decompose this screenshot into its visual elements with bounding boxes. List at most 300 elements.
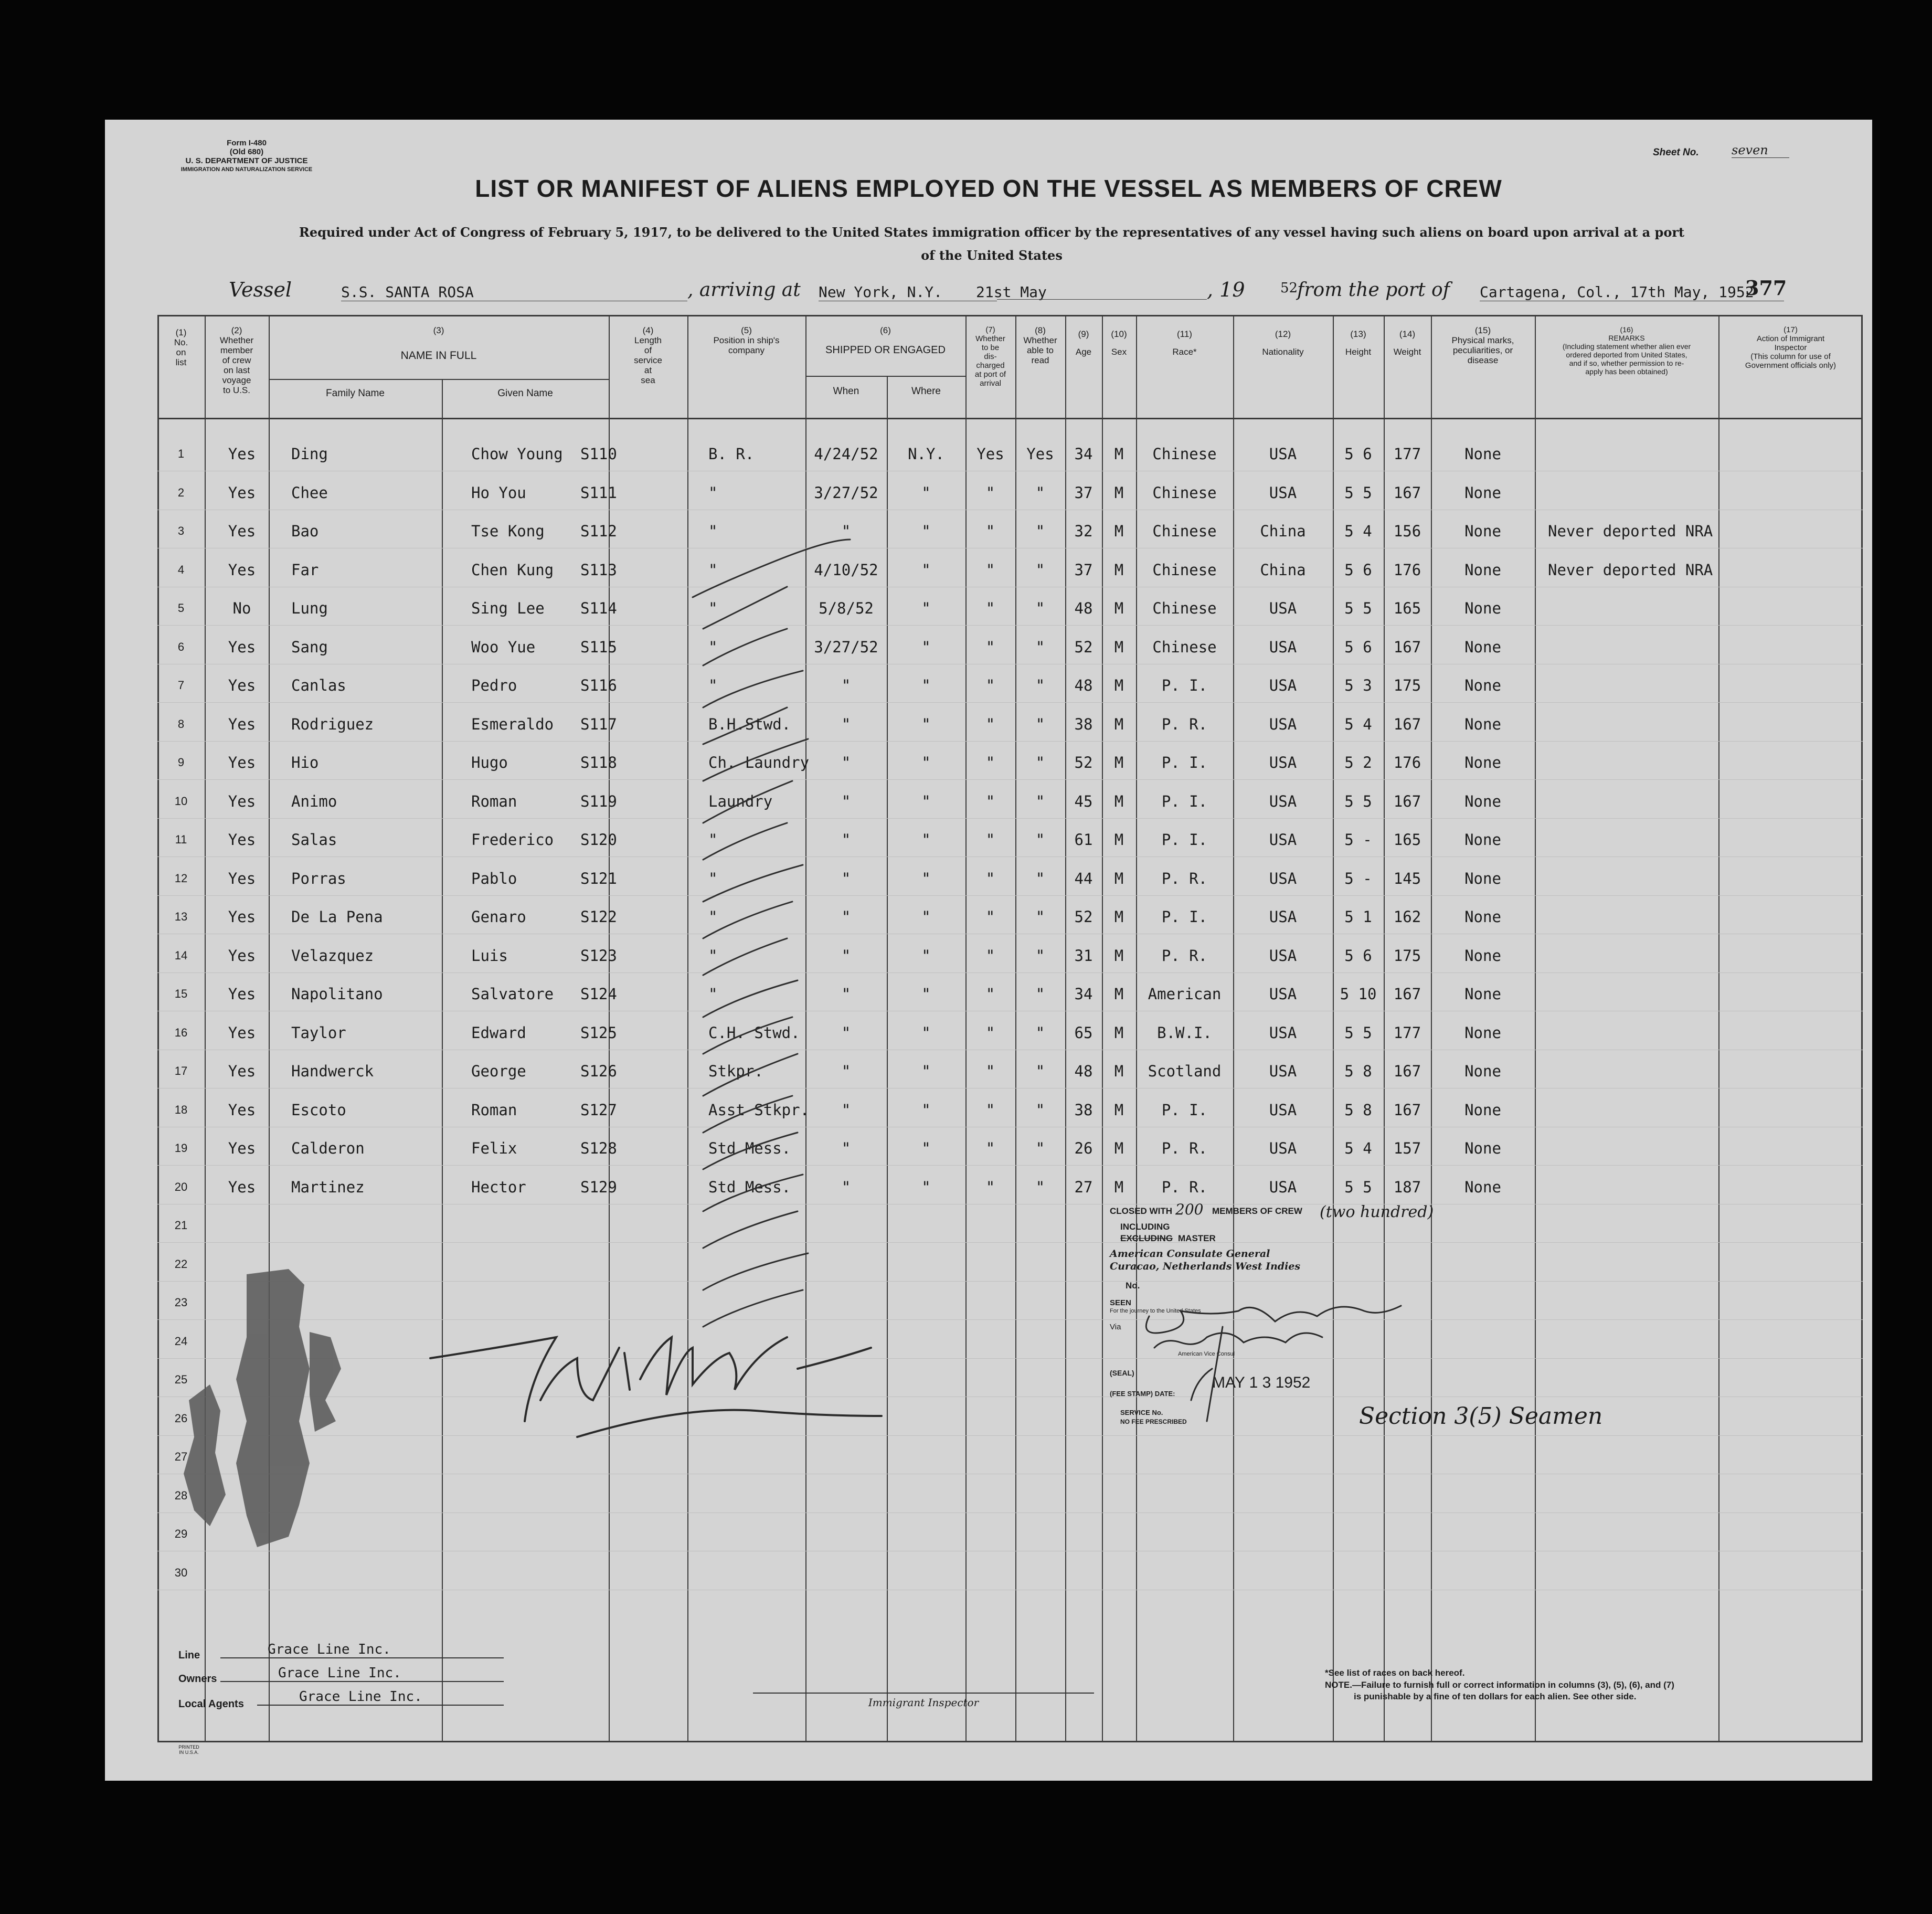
cell-given: Felix	[471, 1139, 517, 1157]
cell-nationality: USA	[1269, 1178, 1297, 1196]
cell-nationality: USA	[1269, 792, 1297, 810]
cell-marks: None	[1464, 561, 1501, 579]
cell-where: "	[921, 1062, 931, 1080]
line-value: Grace Line Inc.	[220, 1642, 504, 1658]
header-name-title: NAME IN FULL	[400, 350, 477, 362]
cell-where: "	[921, 792, 931, 810]
department: U. S. DEPARTMENT OF JUSTICE	[185, 156, 308, 165]
cell-discharged: "	[985, 792, 995, 810]
cell-member: Yes	[228, 676, 256, 694]
cell-discharged: "	[985, 1178, 995, 1196]
row-number: 6	[177, 640, 185, 653]
cell-when: 3/27/52	[814, 638, 878, 656]
cell-family: Ding	[291, 445, 328, 463]
cell-age: 34	[1074, 445, 1093, 463]
cell-read: "	[1035, 1062, 1045, 1080]
cell-height: 5 -	[1344, 870, 1372, 887]
cell-member: Yes	[228, 1178, 256, 1196]
row-number: 18	[174, 1103, 188, 1116]
row-number: 12	[174, 872, 188, 885]
cell-marks: None	[1464, 792, 1501, 810]
stamp-date: MAY 1 3 1952	[1212, 1374, 1311, 1391]
year-label: , 19	[1207, 278, 1245, 301]
cell-marks: None	[1464, 1101, 1501, 1119]
cell-family: Animo	[291, 792, 337, 810]
cell-discharged: "	[985, 676, 995, 694]
row-number: 9	[177, 756, 185, 769]
header-height: (13) Height	[1345, 329, 1372, 357]
row-divider	[157, 625, 1863, 626]
cell-sex: M	[1114, 561, 1124, 579]
cell-when: 3/27/52	[814, 484, 878, 502]
cell-member: Yes	[228, 1101, 256, 1119]
cell-when: 4/10/52	[814, 561, 878, 579]
stamp-no-label: No.	[1126, 1281, 1140, 1291]
races-note: *See list of races on back hereof.	[1325, 1668, 1465, 1678]
cell-marks: None	[1464, 870, 1501, 887]
sheet-number-label: Sheet No.	[1653, 147, 1699, 158]
cell-position: "	[708, 947, 718, 965]
cell-discharged: "	[985, 1062, 995, 1080]
cell-height: 5 3	[1344, 676, 1372, 694]
form-id-block	[168, 139, 325, 174]
cell-read: "	[1035, 792, 1045, 810]
cell-nationality: USA	[1269, 1139, 1297, 1157]
arrival-port: New York, N.Y.	[819, 283, 997, 301]
cell-discharged: "	[985, 599, 995, 617]
cell-age: 44	[1074, 870, 1093, 887]
cell-race: P. R.	[1161, 1178, 1208, 1196]
cell-when: "	[841, 1178, 851, 1196]
cell-read: "	[1035, 561, 1045, 579]
section-note: Section 3(5) Seamen	[1359, 1403, 1603, 1430]
cell-given: George	[471, 1062, 526, 1080]
col-divider	[887, 377, 888, 1742]
cell-race: Chinese	[1152, 445, 1217, 463]
header-shipped-title: SHIPPED OR ENGAGED	[825, 344, 946, 356]
header-length-service: (4) Length of service at sea	[634, 325, 662, 385]
cell-given: Ho You	[471, 484, 526, 502]
row-number: 17	[174, 1064, 188, 1077]
cell-position: "	[708, 638, 718, 656]
header-weight: (14) Weight	[1393, 329, 1421, 357]
no-fee-label: NO FEE PRESCRIBED	[1120, 1418, 1187, 1425]
row-number: 21	[174, 1219, 188, 1232]
cell-position: Laundry	[708, 792, 773, 810]
sheet-number-value: seven	[1732, 143, 1789, 158]
cell-race: P. R.	[1161, 1139, 1208, 1157]
cell-discharged: "	[985, 1139, 995, 1157]
cell-read: "	[1035, 638, 1045, 656]
cell-family: Velazquez	[291, 947, 374, 965]
owners-value: Grace Line Inc.	[220, 1665, 504, 1682]
cell-nationality: USA	[1269, 870, 1297, 887]
row-number: 11	[175, 833, 187, 846]
subtitle-line-1: Required under Act of Congress of February 5, 1917, to be delivered to the United States immigration officer by the representatives of any vessel having such aliens on board upon arrival at a port	[299, 225, 1685, 240]
cell-age: 31	[1074, 947, 1093, 965]
cell-service: S128	[580, 1139, 617, 1157]
row-number: 16	[174, 1026, 188, 1039]
row-number: 4	[177, 563, 185, 576]
cell-age: 37	[1074, 561, 1093, 579]
name-subheader-line	[269, 379, 609, 380]
cell-family: Lung	[291, 599, 328, 617]
cell-sex: M	[1114, 638, 1124, 656]
cell-age: 48	[1074, 599, 1093, 617]
cell-weight: 167	[1393, 715, 1421, 733]
header-member: (2) Whether member of crew on last voyage to U.S.	[219, 325, 254, 395]
cell-sex: M	[1114, 715, 1124, 733]
cell-marks: None	[1464, 676, 1501, 694]
cell-service: S122	[580, 908, 617, 926]
cell-discharged: "	[985, 985, 995, 1003]
cell-when: "	[841, 676, 851, 694]
excluding-label: EXCLUDING	[1120, 1233, 1173, 1243]
cell-service: S120	[580, 831, 617, 849]
cell-where: "	[921, 870, 931, 887]
cell-where: "	[921, 561, 931, 579]
cell-discharged: "	[985, 870, 995, 887]
cell-discharged: "	[985, 1101, 995, 1119]
cell-race: P. R.	[1161, 870, 1208, 887]
cell-race: American	[1148, 985, 1222, 1003]
cell-family: Taylor	[291, 1024, 346, 1042]
cell-family: Porras	[291, 870, 346, 887]
vice-consul-label: American Vice Consul	[1178, 1351, 1235, 1357]
cell-when: "	[841, 754, 851, 771]
header-list-no: (1) No. on list	[174, 327, 188, 367]
cell-age: 26	[1074, 1139, 1093, 1157]
row-number: 30	[174, 1566, 188, 1579]
cell-sex: M	[1114, 1024, 1124, 1042]
row-number: 7	[177, 679, 185, 692]
cell-weight: 167	[1393, 1062, 1421, 1080]
year-value: 52	[1280, 280, 1298, 296]
row-number: 25	[174, 1373, 188, 1386]
cell-marks: None	[1464, 908, 1501, 926]
cell-age: 38	[1074, 1101, 1093, 1119]
row-number: 29	[174, 1527, 188, 1540]
cell-service: S129	[580, 1178, 617, 1196]
cell-race: Chinese	[1152, 561, 1217, 579]
cell-discharged: "	[985, 561, 995, 579]
cell-member: Yes	[228, 1024, 256, 1042]
row-number: 24	[174, 1335, 188, 1348]
cell-age: 38	[1074, 715, 1093, 733]
owners-label: Owners	[178, 1673, 217, 1685]
cell-weight: 177	[1393, 1024, 1421, 1042]
cell-race: B.W.I.	[1157, 1024, 1212, 1042]
cell-family: Napolitano	[291, 985, 383, 1003]
cell-member: Yes	[228, 947, 256, 965]
check-marks	[661, 424, 871, 1463]
cell-sex: M	[1114, 445, 1124, 463]
service-name: IMMIGRATION AND NATURALIZATION SERVICE	[181, 166, 313, 173]
via-label: Via	[1110, 1323, 1121, 1331]
printer-mark: PRINTED IN U.S.A.	[178, 1744, 199, 1755]
cell-when: "	[841, 870, 851, 887]
header-discharged: (7) Whether to be dis- charged at port of arrival	[974, 325, 1006, 388]
row-divider	[157, 1165, 1863, 1166]
cell-service: S119	[580, 792, 617, 810]
cell-given: Woo Yue	[471, 638, 536, 656]
page-number: 377	[1745, 276, 1787, 300]
row-number: 28	[174, 1489, 188, 1502]
cell-read: "	[1035, 484, 1045, 502]
cell-where: "	[921, 1178, 931, 1196]
row-divider	[157, 895, 1863, 896]
col-divider	[1718, 315, 1719, 1742]
cell-marks: None	[1464, 445, 1501, 463]
subtitle-line-2: of the United States	[921, 248, 1063, 263]
cell-where: "	[921, 715, 931, 733]
cell-member: Yes	[228, 522, 256, 540]
cell-nationality: USA	[1269, 638, 1297, 656]
cell-where: "	[921, 947, 931, 965]
row-number: 2	[177, 486, 185, 499]
cell-when: "	[841, 1062, 851, 1080]
cell-height: 5 6	[1344, 947, 1372, 965]
cell-height: 5 8	[1344, 1062, 1372, 1080]
cell-read: "	[1035, 1101, 1045, 1119]
cell-sex: M	[1114, 792, 1124, 810]
cell-sex: M	[1114, 484, 1124, 502]
header-given-name: Given Name	[497, 388, 553, 399]
cell-sex: M	[1114, 754, 1124, 771]
cell-position: "	[708, 676, 718, 694]
cell-race: P. I.	[1161, 831, 1208, 849]
cell-sex: M	[1114, 1139, 1124, 1157]
cell-race: Scotland	[1148, 1062, 1222, 1080]
cell-age: 34	[1074, 985, 1093, 1003]
cell-read: "	[1035, 985, 1045, 1003]
cell-given: Hugo	[471, 754, 508, 771]
cell-where: "	[921, 676, 931, 694]
line-label: Line	[178, 1649, 200, 1661]
row-number: 26	[174, 1412, 188, 1425]
cell-given: Luis	[471, 947, 508, 965]
cell-read: "	[1035, 754, 1045, 771]
cell-when: "	[841, 522, 851, 540]
cell-age: 45	[1074, 792, 1093, 810]
cell-nationality: USA	[1269, 1062, 1297, 1080]
cell-read: "	[1035, 1139, 1045, 1157]
cell-given: Edward	[471, 1024, 526, 1042]
cell-nationality: USA	[1269, 908, 1297, 926]
cell-nationality: China	[1260, 561, 1306, 579]
cell-given: Chen Kung	[471, 561, 554, 579]
cell-weight: 177	[1393, 445, 1421, 463]
cell-height: 5 5	[1344, 484, 1372, 502]
cell-height: 5 5	[1344, 792, 1372, 810]
cell-nationality: USA	[1269, 715, 1297, 733]
cell-marks: None	[1464, 947, 1501, 965]
cell-sex: M	[1114, 870, 1124, 887]
cell-service: S127	[580, 1101, 617, 1119]
cell-position: "	[708, 831, 718, 849]
cell-member: Yes	[228, 908, 256, 926]
cell-given: Genaro	[471, 908, 526, 926]
inspector-signature-line	[753, 1693, 1094, 1694]
cell-sex: M	[1114, 599, 1124, 617]
cell-read: "	[1035, 676, 1045, 694]
header-race: (11) Race*	[1172, 329, 1197, 357]
row-number: 23	[174, 1296, 188, 1309]
cell-position: B.H.Stwd.	[708, 715, 791, 733]
consulate-location: Curacao, Netherlands West Indies	[1110, 1261, 1301, 1272]
cell-height: 5 8	[1344, 1101, 1372, 1119]
cell-member: Yes	[228, 792, 256, 810]
arriving-label: , arriving at	[687, 279, 801, 301]
cell-sex: M	[1114, 947, 1124, 965]
cell-weight: 175	[1393, 676, 1421, 694]
cell-family: Hio	[291, 754, 319, 771]
cell-where: "	[921, 484, 931, 502]
cell-position: Std Mess.	[708, 1178, 791, 1196]
row-divider	[157, 856, 1863, 857]
cell-race: P. R.	[1161, 947, 1208, 965]
cell-age: 65	[1074, 1024, 1093, 1042]
cell-discharged: Yes	[976, 445, 1004, 463]
cell-member: Yes	[228, 561, 256, 579]
cell-discharged: "	[985, 908, 995, 926]
cell-read: "	[1035, 1178, 1045, 1196]
cell-marks: None	[1464, 1062, 1501, 1080]
cell-marks: None	[1464, 1139, 1501, 1157]
cell-family: Rodriguez	[291, 715, 374, 733]
cell-position: "	[708, 985, 718, 1003]
cell-where: "	[921, 1139, 931, 1157]
consular-seal	[168, 1264, 346, 1558]
header-position: (5) Position in ship's company	[713, 325, 780, 355]
seal-label: (SEAL)	[1110, 1369, 1134, 1377]
cell-age: 32	[1074, 522, 1093, 540]
cell-weight: 165	[1393, 599, 1421, 617]
cell-sex: M	[1114, 1062, 1124, 1080]
row-divider	[157, 779, 1863, 780]
cell-height: 5 1	[1344, 908, 1372, 926]
cell-where: "	[921, 522, 931, 540]
including-label: INCLUDING	[1120, 1222, 1170, 1232]
row-divider	[157, 741, 1863, 742]
cell-weight: 167	[1393, 1101, 1421, 1119]
cell-where: "	[921, 1101, 931, 1119]
cell-family: Sang	[291, 638, 328, 656]
members-of-crew-label: MEMBERS OF CREW	[1212, 1206, 1302, 1216]
cell-family: Handwerck	[291, 1062, 374, 1080]
cell-weight: 167	[1393, 985, 1421, 1003]
manifest-sheet	[105, 120, 1872, 1781]
cell-given: Sing Lee	[471, 599, 545, 617]
cell-service: S114	[580, 599, 617, 617]
form-old-number: (Old 680)	[229, 147, 264, 156]
cell-service: S121	[580, 870, 617, 887]
cell-height: 5 6	[1344, 561, 1372, 579]
cell-family: Far	[291, 561, 319, 579]
cell-discharged: "	[985, 831, 995, 849]
cell-race: Chinese	[1152, 638, 1217, 656]
cell-sex: M	[1114, 908, 1124, 926]
header-nationality: (12) Nationality	[1262, 329, 1304, 357]
header-sex: (10) Sex	[1111, 329, 1127, 357]
cell-read: "	[1035, 715, 1045, 733]
cell-weight: 167	[1393, 792, 1421, 810]
cell-where: "	[921, 599, 931, 617]
header-read: (8) Whether able to read	[1023, 325, 1057, 365]
cell-age: 48	[1074, 676, 1093, 694]
cell-height: 5 4	[1344, 1139, 1372, 1157]
cell-age: 37	[1074, 484, 1093, 502]
fine-note-2: is punishable by a fine of ten dollars for each alien. See other side.	[1354, 1691, 1637, 1701]
cell-when: "	[841, 985, 851, 1003]
cell-position: "	[708, 870, 718, 887]
cell-where: "	[921, 1024, 931, 1042]
cell-given: Hector	[471, 1178, 526, 1196]
cell-height: 5 10	[1340, 985, 1377, 1003]
cell-marks: None	[1464, 522, 1501, 540]
cell-discharged: "	[985, 715, 995, 733]
cell-given: Chow Young	[471, 445, 563, 463]
header-remarks: (16) REMARKS (Including statement whether alien ever ordered deported from United States, and if so, whether permission to re- apply has been obtained)	[1562, 325, 1691, 376]
cell-marks: None	[1464, 985, 1501, 1003]
cell-height: 5 5	[1344, 1178, 1372, 1196]
row-divider	[157, 1281, 1863, 1282]
cell-service: S125	[580, 1024, 617, 1042]
header-shipped-num: (6)	[880, 325, 891, 335]
cell-race: P. I.	[1161, 676, 1208, 694]
cell-position: "	[708, 484, 718, 502]
cell-nationality: USA	[1269, 831, 1297, 849]
consulate-name: American Consulate General	[1110, 1248, 1270, 1260]
cell-weight: 187	[1393, 1178, 1421, 1196]
header-when: When	[833, 386, 859, 397]
cell-race: Chinese	[1152, 522, 1217, 540]
cell-service: S113	[580, 561, 617, 579]
cell-remarks: Never deported NRA	[1548, 561, 1713, 579]
cell-marks: None	[1464, 831, 1501, 849]
cell-read: Yes	[1026, 445, 1054, 463]
cell-position: C.H. Stwd.	[708, 1024, 800, 1042]
cell-weight: 157	[1393, 1139, 1421, 1157]
cell-when: "	[841, 831, 851, 849]
cell-when: "	[841, 792, 851, 810]
cell-marks: None	[1464, 715, 1501, 733]
cell-age: 48	[1074, 1062, 1093, 1080]
cell-read: "	[1035, 1024, 1045, 1042]
header-separator	[157, 418, 1863, 419]
cell-marks: None	[1464, 484, 1501, 502]
cell-member: Yes	[228, 445, 256, 463]
cell-nationality: USA	[1269, 1024, 1297, 1042]
header-name-num: (3)	[433, 325, 444, 335]
cell-given: Roman	[471, 792, 517, 810]
cell-nationality: USA	[1269, 484, 1297, 502]
row-number: 1	[177, 447, 185, 460]
cell-nationality: USA	[1269, 599, 1297, 617]
row-divider	[157, 702, 1863, 703]
cell-given: Pablo	[471, 870, 517, 887]
cell-where: N.Y.	[908, 445, 944, 463]
row-number: 19	[174, 1141, 188, 1155]
cell-read: "	[1035, 599, 1045, 617]
row-number: 15	[174, 987, 188, 1000]
cell-position: Ch. Laundry	[708, 754, 810, 771]
cell-height: 5 5	[1344, 1024, 1372, 1042]
cell-discharged: "	[985, 638, 995, 656]
cell-service: S126	[580, 1062, 617, 1080]
cell-marks: None	[1464, 1178, 1501, 1196]
row-divider	[157, 1242, 1863, 1243]
